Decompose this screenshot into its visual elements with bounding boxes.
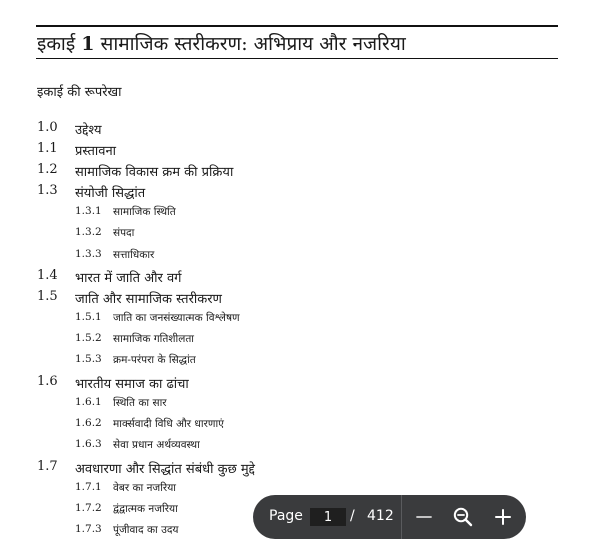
toc-item-label: भारतीय समाज का ढांचा — [75, 376, 189, 392]
toc-item-label: भारत में जाति और वर्ग — [75, 270, 182, 286]
table-of-contents — [37, 118, 255, 542]
page-label: Page — [269, 508, 303, 524]
zoom-fit-button[interactable] — [451, 505, 475, 529]
toc-item-label: जाति का जनसंख्यात्मक विश्लेषण — [113, 311, 240, 324]
unit-title — [37, 30, 406, 56]
zoom-in-button[interactable] — [491, 505, 515, 529]
toc-item-label: उद्देश्य — [75, 123, 102, 138]
title-top-rule — [36, 25, 558, 27]
toc-item-number: 1.6 — [37, 373, 58, 389]
unit-title-text: सामाजिक स्तरीकरण: अभिप्राय और नजरिया — [100, 33, 406, 55]
toc-item — [37, 435, 255, 456]
toc-item — [37, 457, 255, 478]
zoom-fit-icon — [451, 505, 475, 529]
toc-item — [37, 393, 255, 414]
toc-item-label: सामाजिक स्थिति — [113, 206, 176, 218]
toc-item — [37, 414, 255, 435]
toc-item — [37, 478, 255, 499]
toc-item — [37, 160, 255, 181]
toc-item-label: द्वंद्वात्मक नजरिया — [113, 502, 178, 515]
toc-item-label: सामाजिक विकास क्रम की प्रक्रिया — [75, 165, 234, 180]
toc-item — [37, 139, 255, 160]
title-bottom-rule — [36, 58, 558, 59]
toc-item-number: 1.7.2 — [75, 501, 102, 514]
toc-item — [37, 499, 255, 520]
toc-item-label: सामाजिक गतिशीलता — [113, 333, 195, 346]
toc-item-number: 1.5.2 — [75, 332, 102, 345]
toc-item-label: सत्ताधिकार — [113, 248, 155, 261]
toc-item-label: प्रस्तावना — [75, 144, 117, 159]
toc-item-number: 1.6.3 — [75, 438, 102, 451]
toolbar-divider — [401, 495, 402, 539]
toc-item-number: 1.7.3 — [75, 523, 102, 536]
toc-item-label: जाति और सामाजिक स्तरीकरण — [75, 291, 222, 307]
toc-item-number: 1.3.1 — [75, 205, 102, 217]
page-number-input[interactable] — [310, 508, 346, 526]
toc-item — [37, 266, 255, 287]
toc-item-number: 1.1 — [37, 141, 58, 156]
toc-item — [37, 287, 255, 308]
toc-item-number: 1.3 — [37, 183, 58, 198]
toc-item — [37, 118, 255, 139]
toc-item-label: वेबर का नजरिया — [113, 481, 177, 494]
toc-item — [37, 372, 255, 393]
toc-item-number: 1.6.2 — [75, 417, 102, 430]
toc-item-label: क्रम-परंपरा के सिद्धांत — [113, 354, 196, 367]
toc-item-label: सेवा प्रधान अर्थव्यवस्था — [113, 439, 200, 452]
toc-item — [37, 350, 255, 371]
toc-item-number: 1.5 — [37, 288, 58, 304]
total-pages: 412 — [367, 508, 394, 524]
page-separator: / — [350, 508, 355, 524]
toc-item-label: संयोजी सिद्धांत — [75, 186, 146, 201]
toc-item — [37, 245, 255, 266]
toc-item — [37, 223, 255, 244]
toc-item-number: 1.2 — [37, 162, 58, 177]
outline-heading: इकाई की रूपरेखा — [37, 85, 122, 100]
toc-item-number: 1.5.1 — [75, 310, 102, 323]
toc-item — [37, 181, 255, 202]
toc-item-number: 1.7.1 — [75, 480, 102, 493]
plus-icon — [491, 505, 515, 529]
toc-item — [37, 308, 255, 329]
toc-item-number: 1.5.3 — [75, 353, 102, 366]
toc-item-number: 1.3.2 — [75, 226, 102, 239]
toc-item-number: 1.3.3 — [75, 247, 102, 260]
toc-item-label: मार्क्सवादी विधि और धारणाएं — [113, 418, 224, 431]
toc-item-label: अवधारणा और सिद्धांत संबंधी कुछ मुद्दे — [75, 461, 255, 477]
pdf-toolbar — [253, 495, 526, 539]
unit-number: 1 — [81, 33, 95, 55]
toc-item — [37, 202, 255, 223]
toc-item-number: 1.0 — [37, 120, 58, 135]
toc-item-number: 1.7 — [37, 458, 58, 474]
toc-item-number: 1.4 — [37, 267, 58, 283]
zoom-out-button[interactable] — [412, 505, 436, 529]
minus-icon — [412, 505, 436, 529]
toc-item-number: 1.6.1 — [75, 395, 102, 408]
toc-item — [37, 329, 255, 350]
toc-item-label: पूंजीवाद का उदय — [113, 524, 179, 537]
unit-prefix: इकाई — [37, 33, 76, 55]
toc-item — [37, 520, 255, 541]
toc-item-label: संपदा — [113, 227, 135, 240]
toc-item-label: स्थिति का सार — [113, 396, 167, 409]
